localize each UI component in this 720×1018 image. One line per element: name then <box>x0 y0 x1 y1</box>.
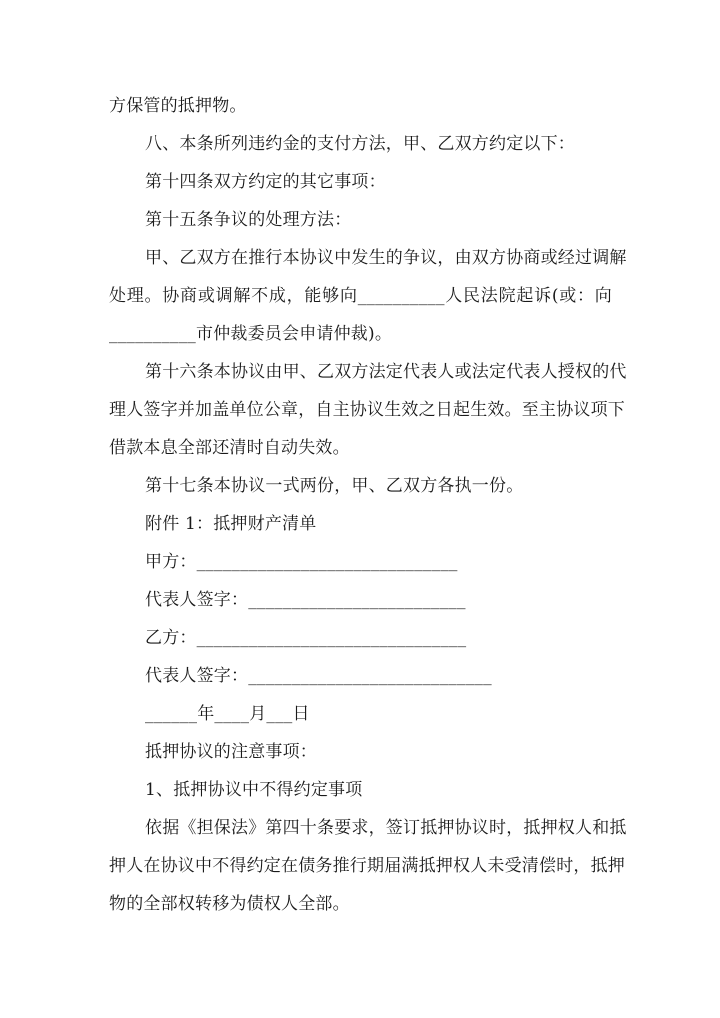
notes-subheading-1: 1、抵押协议中不得约定事项 <box>145 780 363 800</box>
text-line-1: 方保管的抵押物。 <box>109 96 247 116</box>
text-line-7: __________市仲裁委员会申请仲裁)。 <box>109 324 393 344</box>
notes-heading: 抵押协议的注意事项： <box>145 742 317 762</box>
text-line-6: 处理。协商或调解不成，能够向__________人民法院起诉(或：向 <box>109 286 612 306</box>
text-line-9: 理人签字并加盖单位公章，自主协议生效之日起生效。至主协议项下 <box>109 400 625 420</box>
text-line-22: 物的全部权转移为债权人全部。 <box>109 894 350 914</box>
text-line-8: 第十六条本协议由甲、乙双方法定代表人或法定代表人授权的代 <box>145 362 627 382</box>
text-line-3: 第十四条双方约定的其它事项： <box>145 172 386 192</box>
party-a-signature-line: 甲方：______________________________ <box>145 552 458 572</box>
text-line-5: 甲、乙双方在推行本协议中发生的争议，由双方协商或经过调解 <box>145 248 627 268</box>
date-line: ______年____月___日 <box>145 704 310 724</box>
party-b-signature-line: 乙方：_______________________________ <box>145 628 467 648</box>
text-line-11: 第十七条本协议一式两份，甲、乙双方各执一份。 <box>145 476 524 496</box>
attachment-title: 附件 1：抵押财产清单 <box>145 514 317 534</box>
text-line-4: 第十五条争议的处理方法： <box>145 210 352 230</box>
party-a-representative-signature-line: 代表人签字：_________________________ <box>145 590 466 610</box>
party-b-representative-signature-line: 代表人签字：____________________________ <box>145 666 492 686</box>
text-line-20: 依据《担保法》第四十条要求，签订抵押协议时，抵押权人和抵 <box>145 818 627 838</box>
text-line-10: 借款本息全部还清时自动失效。 <box>109 438 350 458</box>
text-line-21: 押人在协议中不得约定在债务推行期届满抵押权人未受清偿时，抵押 <box>109 856 625 876</box>
text-line-2: 八、本条所列违约金的支付方法，甲、乙双方约定以下： <box>145 134 575 154</box>
